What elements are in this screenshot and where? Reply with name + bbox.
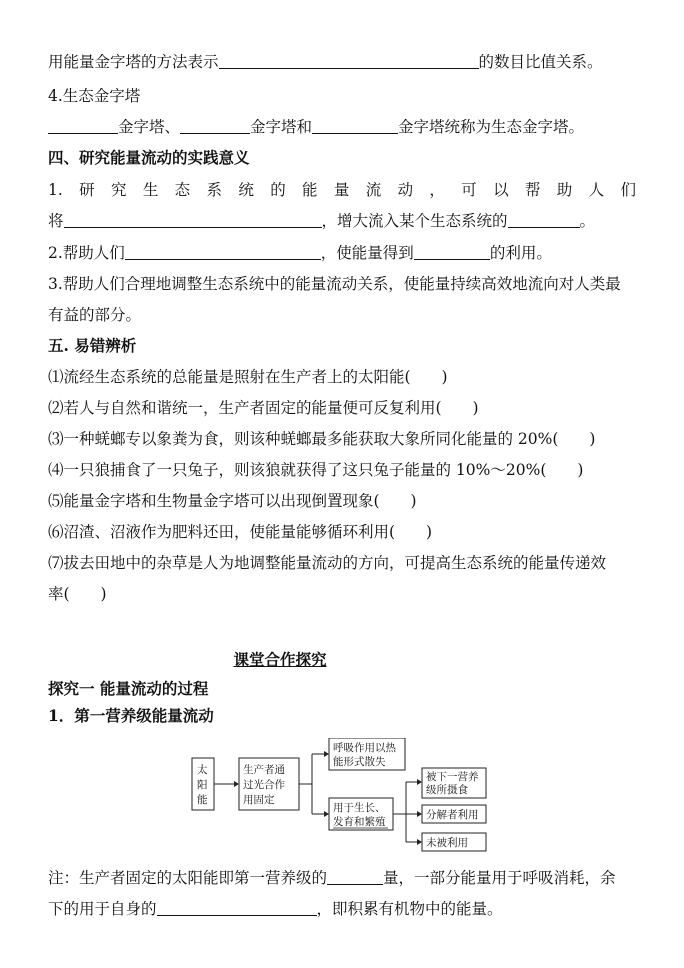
question-6: ⑹沼渣、沼液作为肥料还田，使能量能够循环利用( ) [48, 523, 433, 541]
char: 研 [79, 181, 95, 199]
sun-text-2: 阳 [197, 779, 208, 791]
blank-1[interactable] [219, 53, 479, 69]
line-8: 3.帮助人们合理地调整生态系统中的能量流动关系，使能量持续高效地流向对人类最 [48, 275, 621, 293]
char: 生 [142, 181, 159, 199]
blank-5[interactable] [64, 212, 322, 228]
heading-mistakes: 五. 易错辨析 [48, 336, 137, 355]
char: 流 [365, 181, 382, 199]
arrowhead [234, 781, 239, 787]
producer-text-2: 过光合作 [243, 779, 285, 791]
text-l6-c: 。 [579, 212, 596, 230]
char: 帮 [524, 181, 541, 199]
blank-4[interactable] [312, 118, 398, 134]
char: 们 [620, 181, 636, 199]
char: 能 [302, 181, 318, 199]
char: 助 [556, 181, 573, 199]
resp-text-2: 能形式散失 [333, 756, 386, 768]
text-l1-b: 的数目比值关系。 [478, 53, 603, 71]
text-l6-b: ，增大流入某个生态系统的 [321, 212, 508, 230]
energy-flow-diagram [188, 738, 488, 858]
question-1: ⑴流经生态系统的总能量是照射在生产者上的太阳能( ) [48, 368, 448, 386]
char: 的 [270, 181, 286, 199]
text-l7-a: 2.帮助人们 [48, 244, 125, 262]
line-7 [48, 243, 552, 263]
text-l6-a: 将 [48, 212, 64, 230]
decomp-text: 分解者利用 [426, 809, 479, 821]
producer-text-3: 用固定 [243, 794, 275, 806]
text-l1-a: 用能量金字塔的方法表示 [48, 53, 219, 71]
arrowhead [324, 811, 329, 817]
text-note-b: 量，一部分能量用于呼吸消耗，余 [383, 869, 616, 887]
line-6 [48, 211, 595, 231]
text-l3-a: 金字塔、 [118, 118, 181, 136]
blank-8[interactable] [414, 244, 490, 260]
note-line-2 [48, 899, 503, 919]
next-text-1: 被下一营养 [426, 771, 479, 783]
char: 以 [493, 181, 509, 199]
blank-7[interactable] [125, 244, 321, 260]
text-note2-b: ，即积累有机物中的能量。 [316, 900, 503, 918]
blank-2[interactable] [48, 118, 118, 134]
next-text-2: 级所摄食 [426, 784, 468, 796]
question-7-line-1: ⑺拔去田地中的杂草是人为地调整能量流动的方向，可提高生态系统的能量传递效 [48, 554, 607, 572]
blank-6[interactable] [508, 212, 580, 228]
text-note2-a: 下的用于自身的 [48, 900, 157, 918]
arrowhead [417, 779, 422, 785]
char: 1. [48, 181, 63, 199]
text-note-a: 注：生产者固定的太阳能即第一营养级的 [48, 869, 328, 887]
line-5 [48, 180, 636, 200]
char: 态 [174, 181, 191, 199]
blank-3[interactable] [180, 118, 250, 134]
growth-text-1: 用于生长、 [333, 802, 386, 814]
char: 量 [333, 181, 350, 199]
unused-text: 未被利用 [426, 837, 468, 849]
explore-1-heading: 探究一 能量流动的过程 [48, 679, 209, 698]
char: 系 [206, 181, 223, 199]
char: 动 [397, 181, 414, 199]
question-5: ⑸能量金字塔和生物量金字塔可以出现倒置现象( ) [48, 492, 417, 510]
question-4: ⑷一只狼捕食了一只兔子，则该狼就获得了这只兔子能量的 10%～20%( ) [48, 461, 584, 479]
resp-text-1: 呼吸作用以热 [333, 742, 396, 754]
blank-10[interactable] [157, 900, 317, 916]
text-l7-c: 的利用。 [489, 244, 552, 262]
heading-practical-meaning: 四、研究能量流动的实践意义 [48, 148, 250, 167]
text-l3-b: 金字塔和 [250, 118, 313, 136]
section-title: 课堂合作探究 [233, 650, 327, 669]
char: 究 [110, 181, 127, 199]
char: 统 [238, 181, 254, 199]
sun-text-1: 太 [197, 764, 208, 776]
question-2: ⑵若人与自然和谐统一，生产者固定的能量便可反复利用( ) [48, 399, 479, 417]
char: 人 [588, 181, 605, 199]
text-l3-c: 金字塔统称为生态金字塔。 [398, 118, 585, 136]
line-9: 有益的部分。 [48, 306, 142, 324]
producer-text-1: 生产者通 [243, 764, 285, 776]
note-line-1 [48, 868, 616, 888]
question-3: ⑶一种蜣螂专以象粪为食，则该种蜣螂最多能获取大象所同化能量的 20%( ) [48, 430, 596, 448]
heading-eco-pyramid: 4.生态金字塔 [48, 87, 141, 105]
sub-heading-1: 1．第一营养级能量流动 [48, 706, 214, 725]
line-1 [48, 52, 603, 72]
sun-text-3: 能 [197, 794, 208, 806]
text-l7-b: ，使能量得到 [320, 244, 414, 262]
char: ， [429, 181, 445, 199]
arrowhead [417, 811, 422, 817]
char: 可 [461, 181, 477, 199]
growth-text-2: 发育和繁殖 [333, 816, 386, 828]
blank-9[interactable] [327, 869, 383, 885]
line-3 [48, 117, 584, 137]
question-7-line-2: 率( ) [48, 585, 107, 603]
arrowhead [417, 839, 422, 845]
arrowhead [324, 751, 329, 757]
